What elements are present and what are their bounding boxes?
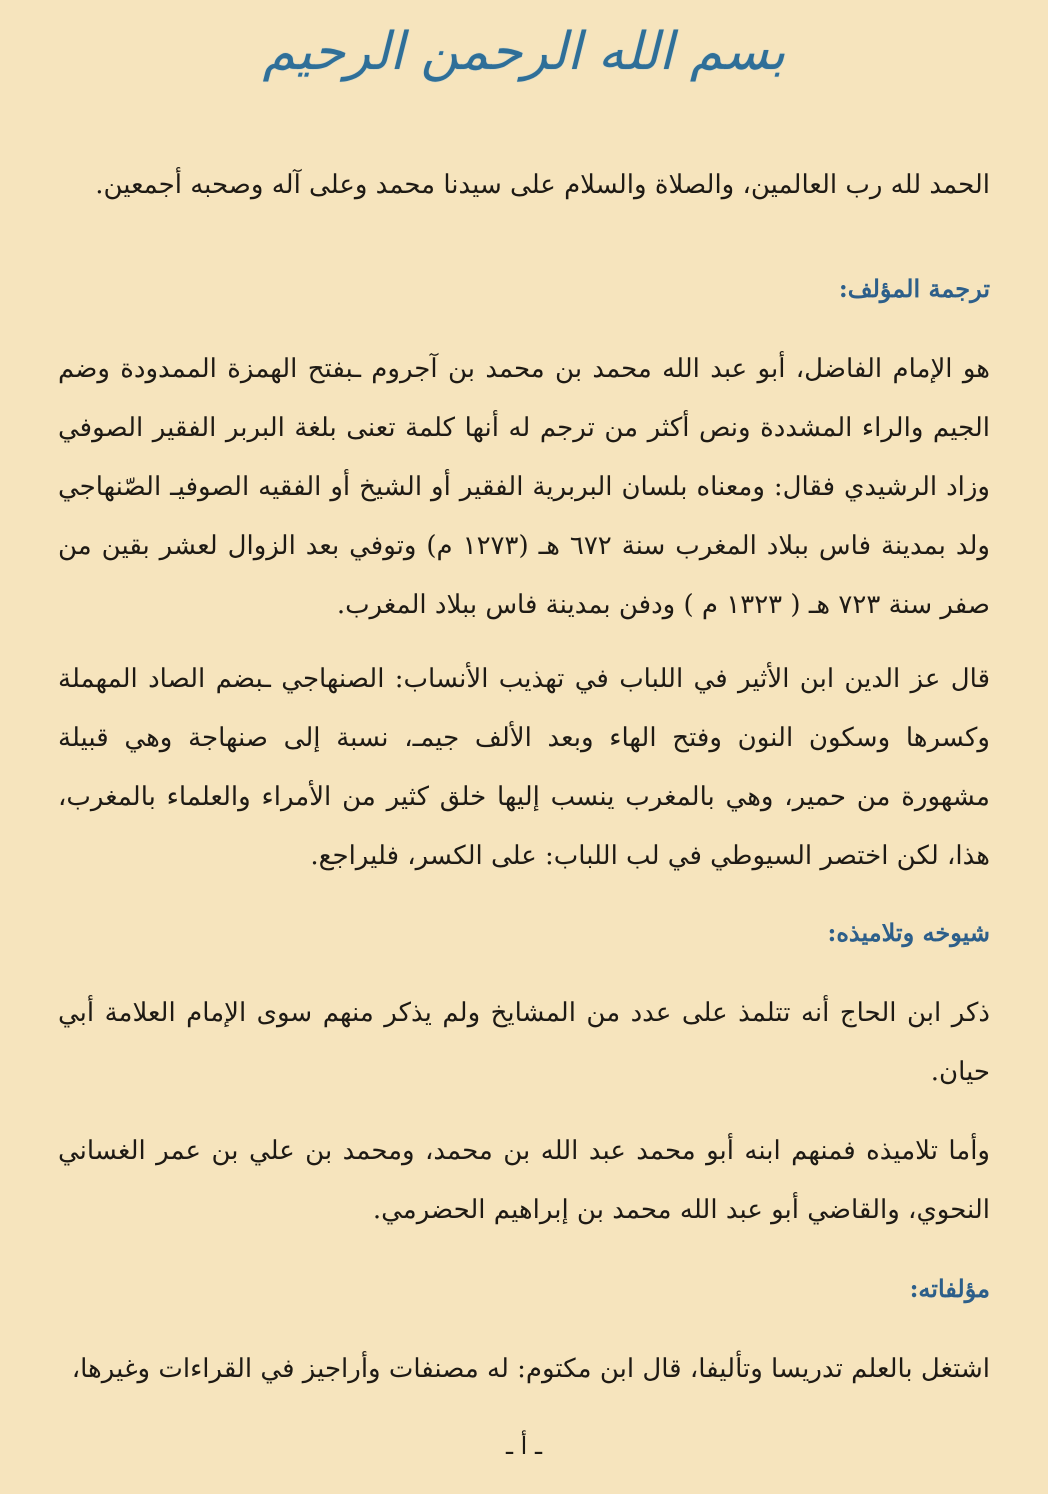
basmala-calligraphy: بسم الله الرحمن الرحيم [262, 22, 786, 82]
works-paragraph-1: اشتغل بالعلم تدريسا وتأليفا، قال ابن مكتوم: له مصنفات وأراجيز في القراءات وغيرها، [71, 1354, 990, 1384]
page-number: ـ أ ـ [506, 1432, 542, 1460]
bio-heading: ترجمة المؤلف: [838, 274, 990, 303]
intro-paragraph: الحمد لله رب العالمين، والصلاة والسلام على سيدنا محمد وعلى آله وصحبه أجمعين. [95, 170, 990, 200]
teachers-paragraph-1: ذكر ابن الحاج أنه تتلمذ على عدد من المشايخ ولم يذكر منهم سوى الإمام العلامة أبي حيان. [58, 998, 990, 1087]
bio-paragraph-2: قال عز الدين ابن الأثير في اللباب في تهذيب الأنساب: الصنهاجي ـبضم الصاد المهملة وكسرها وسكون النون وفتح الهاء وبعد الألف جيمـ، نسبة إلى صنهاجة وهي قبيلة مشهورة من حمير، وهي بالمغرب ينسب إليها خلق كثير من الأمراء والعلماء بالمغرب، هذا، لكن اختصر السيوطي في لب اللباب: على الكسر، فليراجع. [58, 664, 990, 871]
teachers-paragraph-2: وأما تلاميذه فمنهم ابنه أبو محمد عبد الله بن محمد، ومحمد بن علي بن عمر الغساني النحوي، والقاضي أبو عبد الله محمد بن إبراهيم الحضرمي. [58, 1136, 990, 1225]
bio-paragraph-1: هو الإمام الفاضل، أبو عبد الله محمد بن محمد بن آجروم ـبفتح الهمزة الممدودة وضم الجيم والراء المشددة ونص أكثر من ترجم له أنها كلمة تعنى بلغة البربر الفقير الصوفي وزاد الرشيدي فقال: ومعناه بلسان البربرية الفقير أو الشيخ أو الفقيه الصوفيـ الصّنهاجي ولد بمدينة فاس ببلاد المغرب سنة ٦٧٢ هـ (١٢٧٣ م) وتوفي بعد الزوال لعشر بقين من صفر سنة ٧٢٣ هـ ( ١٣٢٣ م ) ودفن بمدينة فاس ببلاد المغرب. [58, 354, 990, 620]
teachers-heading: شيوخه وتلاميذه: [827, 918, 990, 947]
works-heading: مؤلفاته: [909, 1274, 990, 1303]
